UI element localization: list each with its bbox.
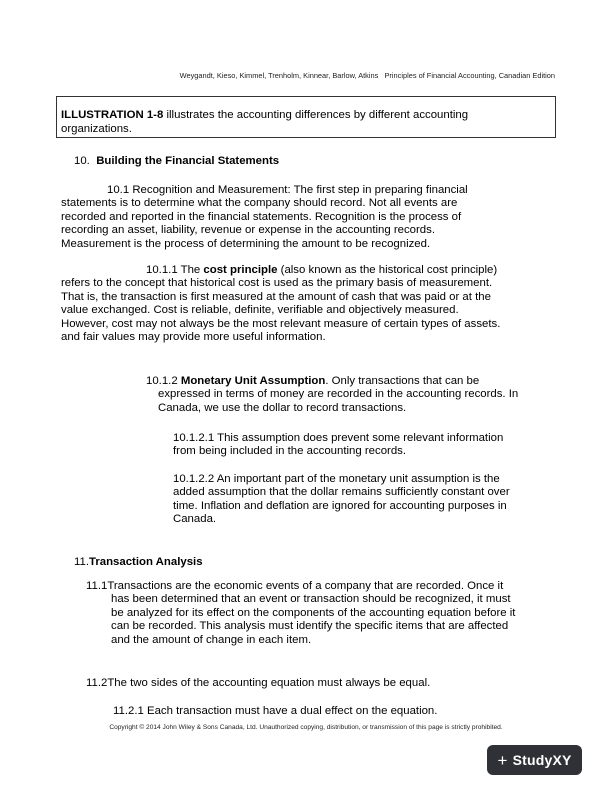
paragraph-line: has been determined that an event or transaction should be recognized, it must [111, 593, 511, 606]
paragraph-line [146, 375, 556, 388]
paragraph-line: value exchanged. Cost is reliable, definite, verifiable and objectively measured. [61, 304, 459, 317]
paragraph-line: refers to the concept that historical cost is used as the primary basis of measurement. [61, 277, 493, 290]
paragraph-line: Measurement is the process of determining the amount to be recognized. [61, 237, 431, 250]
illustration-label: ILLUSTRATION 1-8 [61, 109, 164, 121]
monetary-unit-rest: . Only transactions that can be [325, 375, 480, 387]
paragraph-line: and fair values may provide more useful information. [61, 331, 326, 344]
paragraph-10-1-2 [146, 375, 556, 415]
studyxy-logo-button[interactable] [487, 745, 582, 775]
section-11-heading [74, 556, 203, 569]
paragraph-line [61, 264, 561, 277]
cost-principle-term: cost principle [203, 264, 278, 276]
section-11-title: Transaction Analysis [89, 556, 203, 568]
paragraph-line: time. Inflation and deflation are ignored for accounting purposes in [173, 499, 507, 512]
section-10-number: 10. [74, 155, 90, 167]
header-book-title: Principles of Financial Accounting, Canadian Edition [384, 71, 555, 80]
paragraph-line: 10.1.2.1 This assumption does prevent some relevant information [173, 432, 504, 444]
paragraph-10-1-1 [61, 264, 561, 344]
paragraph-line: 11.2.1 Each transaction must have a dual effect on the equation. [113, 705, 438, 717]
paragraph-10-1-2-1 [173, 432, 563, 459]
cost-principle-rest: (also known as the historical cost principle) [277, 264, 498, 276]
paragraph-line: statements is to determine what the company should record. Not all events are [61, 197, 458, 210]
section-11-number: 11. [74, 556, 89, 568]
paragraph-11-2 [86, 677, 566, 690]
plus-icon: + [497, 750, 508, 770]
monetary-unit-lead: 10.1.2 [146, 375, 181, 387]
paragraph-line: recording an asset, liability, revenue or expense in the accounting records. [61, 224, 435, 237]
paragraph-line: can be recorded. This analysis must identify the specific items that are affected [111, 620, 509, 633]
illustration-text-line2: organizations. [61, 122, 132, 135]
paragraph-line: 10.1.2.2 An important part of the monetary unit assumption is the [173, 473, 500, 485]
paragraph-line: from being included in the accounting records. [173, 445, 407, 458]
paragraph-10-1 [61, 184, 561, 251]
paragraph-line: 10.1 Recognition and Measurement: The first step in preparing financial [107, 184, 468, 196]
paragraph-line: Canada. [173, 513, 217, 526]
paragraph-line: Canada, we use the dollar to record transactions. [158, 401, 407, 414]
studyxy-label: StudyXY [512, 752, 572, 768]
paragraph-line: be analyzed for its effect on the components of the accounting equation before it [111, 606, 516, 619]
paragraph-line: That is, the transaction is first measured at the amount of cash that was paid or at the [61, 290, 491, 303]
copyright-footer: Copyright © 2014 John Wiley & Sons Canada, Ltd. Unauthorized copying, distribution, or transmission of this page is strictly prohibited. [109, 724, 503, 731]
paragraph-line [86, 580, 566, 593]
paragraph-11-1-first-line: Transactions are the economic events of a company that are recorded. Once it [107, 580, 504, 592]
paragraph-11-2-1 [113, 705, 563, 718]
header-authors: Weygandt, Kieso, Kimmel, Trenholm, Kinnear, Barlow, Atkins [179, 71, 379, 80]
running-header [0, 71, 555, 80]
illustration-callout [56, 96, 556, 138]
paragraph-line: However, cost may not always be the most relevant measure of certain types of assets. [61, 317, 501, 330]
paragraph-11-1-number: 11.1 [86, 580, 108, 592]
paragraph-11-2-text: The two sides of the accounting equation must always be equal. [107, 677, 431, 689]
paragraph-line: and the amount of change in each item. [111, 633, 312, 646]
monetary-unit-term: Monetary Unit Assumption [180, 375, 326, 387]
section-10-title: Building the Financial Statements [96, 155, 280, 167]
illustration-text-line1: illustrates the accounting differences by different accounting [163, 109, 469, 121]
paragraph-10-1-2-2 [173, 473, 563, 527]
paragraph-line: expressed in terms of money are recorded in the accounting records. In [158, 388, 519, 401]
paragraph-line: recorded and reported in the financial statements. Recognition is the process of [61, 210, 462, 223]
paragraph-line: added assumption that the dollar remains sufficiently constant over [173, 486, 510, 499]
paragraph-line [86, 677, 566, 690]
section-10-heading [74, 155, 279, 168]
paragraph-11-2-number: 11.2 [86, 677, 108, 689]
paragraph-11-1 [86, 580, 566, 647]
cost-principle-lead: 10.1.1 The [146, 264, 204, 276]
